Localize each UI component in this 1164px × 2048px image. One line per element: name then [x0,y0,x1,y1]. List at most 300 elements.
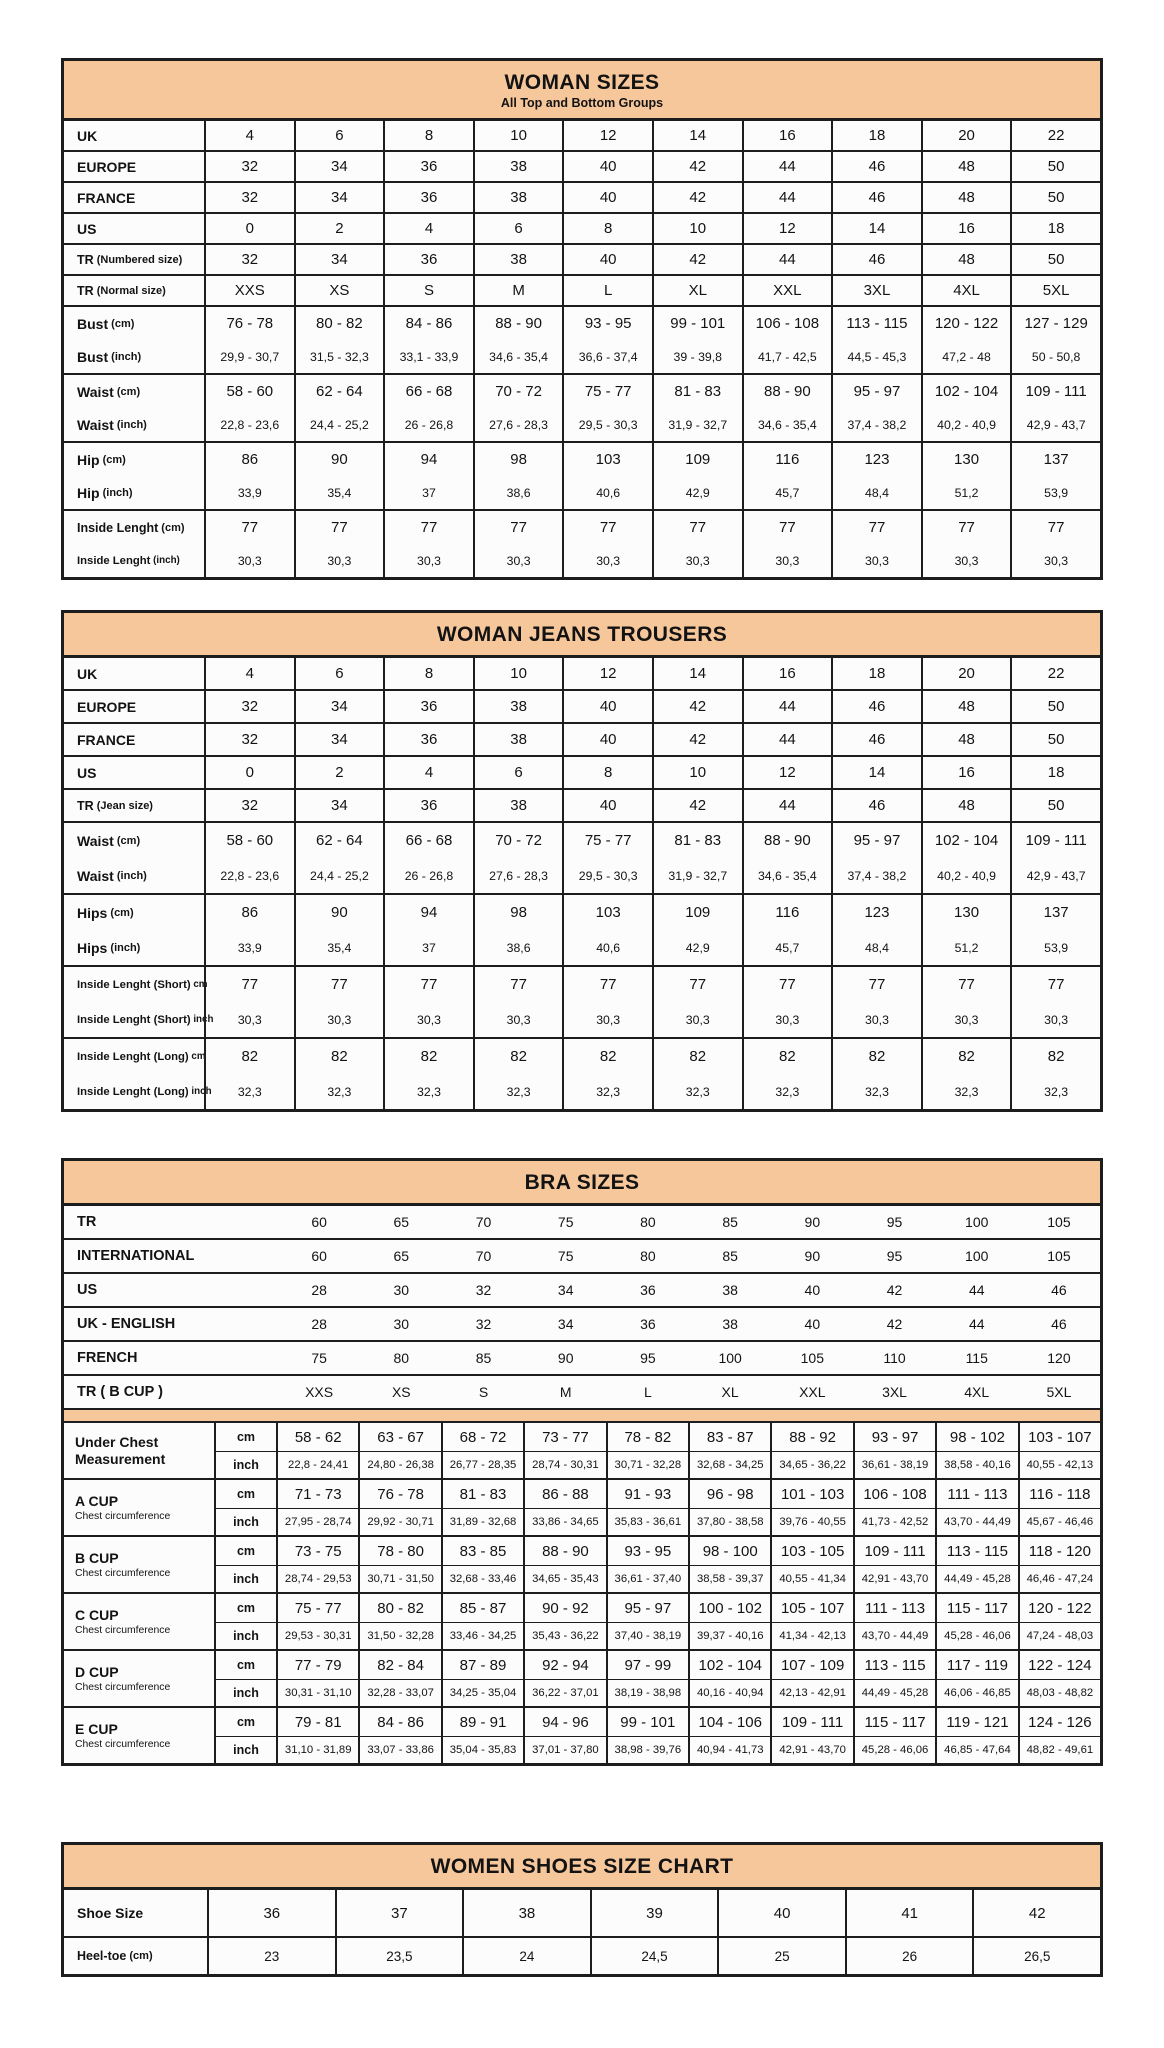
size-cell: 44 [742,724,832,755]
size-cell: 36 [207,1890,335,1936]
size-cell: 85 - 87 [441,1594,523,1622]
size-cell: 82 [383,1039,473,1074]
size-cell: 40,16 - 40,94 [688,1680,770,1706]
size-cell: 37,01 - 37,80 [523,1737,605,1763]
table-row [64,724,1100,755]
size-cell: 34 [557,1316,574,1332]
size-cell: 42,91 - 43,70 [770,1737,852,1763]
size-cell: 77 [562,967,652,1002]
size-cell: 36 [640,1282,656,1298]
cup-row-group [64,1480,1100,1537]
size-cell: XS [391,1384,411,1400]
size-cell: 32 [204,691,294,722]
table-title: WOMEN SHOES SIZE CHART [430,1855,734,1878]
row-label-note: (inch) [108,350,142,363]
table-row [64,658,1100,689]
size-cell: 30,3 [383,1002,473,1037]
size-cell: 37,4 - 38,2 [831,858,921,893]
row-label: Waist [77,383,114,400]
size-cell: 95 [640,1350,656,1366]
size-cell: 106 - 108 [742,307,832,340]
table-row [64,1376,1100,1410]
size-cell: 37,4 - 38,2 [831,408,921,441]
size-cell: 4XL [964,1384,990,1400]
size-cell: 48 [921,724,1011,755]
size-cell: 32,28 - 33,07 [358,1680,440,1706]
cup-measurement-rows [216,1651,1100,1706]
row-label-cell [64,307,204,340]
size-cell: 30,3 [831,544,921,577]
size-cell: 116 [742,443,832,476]
size-cell: 34,25 - 35,04 [441,1680,523,1706]
size-cell: 32,68 - 33,46 [441,1566,523,1592]
size-cell: 6 [473,757,563,788]
separator-bar [64,1410,1100,1423]
row-label-cell [64,276,204,305]
size-cell: 103 [562,443,652,476]
row-label: Bust [77,315,109,332]
size-cell: 44 [968,1316,985,1332]
table-row [216,1622,1100,1649]
size-cell: 42,9 [652,930,742,965]
size-cell: 34,6 - 35,4 [742,858,832,893]
table-title: WOMAN SIZES [504,71,660,94]
size-cell: 80 [640,1248,656,1264]
cup-row-group [64,1537,1100,1594]
size-cell: 48 [921,183,1011,212]
row-label-note: (cm) [113,834,141,847]
size-cell: 62 - 64 [294,375,384,408]
cup-label: E CUP [75,1721,118,1738]
size-cell: 36 [640,1316,656,1332]
size-cell: 75 [557,1248,574,1264]
size-cell: 39 [590,1890,718,1936]
size-cell: 29,92 - 30,71 [358,1509,440,1535]
size-cell: 44,5 - 45,3 [831,340,921,373]
size-cell: 42 [652,790,742,821]
size-cell: 34,6 - 35,4 [473,340,563,373]
size-cell: 95 - 97 [831,375,921,408]
size-cell: 34 [294,790,384,821]
size-cell: 77 [921,511,1011,544]
size-cell: 50 - 50,8 [1010,340,1100,373]
size-cell: 88 - 90 [523,1537,605,1565]
size-cell: 123 [831,895,921,930]
size-cell: 65 [393,1248,410,1264]
size-cell: 36 [383,724,473,755]
cup-row-group [64,1708,1100,1763]
size-cell: 40 [562,183,652,212]
size-cell: 16 [921,214,1011,243]
size-cell: 77 [294,511,384,544]
size-cell: 98 - 102 [935,1423,1017,1451]
size-cell: 100 - 102 [688,1594,770,1622]
size-cell: 70 [475,1214,492,1230]
size-cell: 41,7 - 42,5 [742,340,832,373]
size-cell: L [562,276,652,305]
size-cell: 37 [383,930,473,965]
size-cell: 34 [294,183,384,212]
size-cell: 95 - 97 [606,1594,688,1622]
size-cell: 18 [1010,757,1100,788]
size-cell: 48,4 [831,476,921,509]
size-cell: 24,80 - 26,38 [358,1452,440,1478]
size-cell: 85 [722,1214,738,1230]
unit-label: inch [216,1680,278,1706]
unit-label: cm [216,1423,278,1451]
row-label: FRANCE [77,731,136,748]
cup-label: Under Chest Measurement [75,1434,166,1467]
cup-label-cell [64,1423,216,1478]
size-cell: 12 [742,757,832,788]
size-cell: 104 - 106 [688,1708,770,1736]
size-cell: 66 - 68 [383,375,473,408]
size-cell: 5XL [1010,276,1100,305]
size-cell: 31,5 - 32,3 [294,340,384,373]
row-label: Hips [77,904,108,921]
size-cell: 35,4 [294,476,384,509]
size-cell: 42 [886,1282,903,1298]
size-cell: 32,3 [652,1074,742,1109]
size-cell: 110 [883,1350,906,1366]
size-cell: 85 [475,1350,492,1366]
size-cell: 12 [562,121,652,150]
cup-note: Chest circumference [75,1738,171,1750]
woman-sizes-table [61,58,1103,580]
row-label: Inside Lenght (Short) [77,1013,191,1026]
cup-label-cell [64,1537,216,1592]
size-cell: 106 - 108 [853,1480,935,1508]
size-cell: 124 - 126 [1018,1708,1100,1736]
size-cell: 75 [557,1214,574,1230]
table-row [216,1708,1100,1736]
row-label-cell [64,245,204,274]
size-cell: 42,13 - 42,91 [770,1680,852,1706]
table-row [64,691,1100,722]
size-cell: M [559,1384,572,1400]
row-group [64,823,1100,895]
row-label-cell [64,214,204,243]
table-row [64,340,1100,373]
size-cell: 62 - 64 [294,823,384,858]
size-cell: 109 - 111 [1010,823,1100,858]
table-row [64,214,1100,243]
size-cell: 31,89 - 32,68 [441,1509,523,1535]
size-cell: 28 [311,1282,327,1298]
size-cell: XL [652,276,742,305]
size-cell: 38 [473,790,563,821]
size-cell: 32,3 [473,1074,563,1109]
row-label: Waist [77,832,114,849]
size-cell: 137 [1010,443,1100,476]
size-cell: 30,3 [921,544,1011,577]
size-cell: 39,76 - 40,55 [770,1509,852,1535]
size-cell: 91 - 93 [606,1480,688,1508]
row-label-cell [64,895,204,930]
cup-label: B CUP [75,1550,119,1567]
size-cell: 34 [294,245,384,274]
cup-measurement-rows [216,1708,1100,1763]
size-cell: 95 [886,1248,903,1264]
size-cell: 26 - 26,8 [383,858,473,893]
size-cell: 30,3 [473,1002,563,1037]
size-cell: M [473,276,563,305]
size-cell: 42 [652,691,742,722]
cup-measurement-rows [216,1423,1100,1478]
bra-sizes-table [61,1158,1103,1766]
size-cell: 82 [742,1039,832,1074]
row-label-note: (inch) [113,418,147,431]
size-cell: 44,49 - 45,28 [853,1680,935,1706]
size-charts-page [0,58,1164,1977]
row-label-cell [64,121,204,150]
size-cell: 30 [393,1282,410,1298]
size-cell: 6 [473,214,563,243]
row-label-cell [64,724,204,755]
cup-note: Chest circumference [75,1681,171,1693]
size-cell: 88 - 92 [770,1423,852,1451]
size-cell: 6 [294,658,384,689]
size-cell: 30,3 [742,544,832,577]
cup-label-cell [64,1708,216,1763]
cup-label-cell [64,1651,216,1706]
size-cell: 113 - 115 [935,1537,1017,1565]
table-row [216,1594,1100,1622]
size-cell: 45,67 - 46,46 [1018,1509,1100,1535]
size-cell: 10 [652,757,742,788]
size-cell: 30,3 [294,1002,384,1037]
size-cell: 70 - 72 [473,823,563,858]
size-cell: 24,4 - 25,2 [294,408,384,441]
size-cell: 38 [722,1316,738,1332]
size-cell: 58 - 60 [204,375,294,408]
unit-label: cm [216,1651,278,1679]
row-label-note: (inch) [107,941,141,954]
size-cell: 32,3 [383,1074,473,1109]
size-cell: 77 [473,511,563,544]
size-cell: 105 [1047,1248,1071,1264]
size-cell: 80 - 82 [294,307,384,340]
size-cell: 109 [652,895,742,930]
row-group [64,183,1100,214]
row-label: Inside Lenght (Short) [77,978,191,991]
size-cell: 29,5 - 30,3 [562,858,652,893]
row-label-cell [64,1002,214,1037]
size-cell: 10 [473,121,563,150]
size-cell: 50 [1010,790,1100,821]
size-cell: 137 [1010,895,1100,930]
size-cell: 34,65 - 35,43 [523,1566,605,1592]
size-cell: 32,3 [1010,1074,1100,1109]
size-cell: 35,43 - 36,22 [523,1623,605,1649]
size-cell: 51,2 [921,476,1011,509]
row-label: FRANCE [77,189,136,206]
unit-label: cm [216,1594,278,1622]
row-label: Hip [77,484,100,501]
size-cell: S [383,276,473,305]
row-label-note: (inch) [150,555,180,566]
size-cell: 38 [473,245,563,274]
size-cell: 80 [640,1214,656,1230]
size-cell: 120 [1047,1350,1071,1366]
row-group [64,245,1100,276]
size-cell: 98 [473,895,563,930]
size-cell: 94 [383,443,473,476]
size-cell: 78 - 82 [606,1423,688,1451]
size-cell: 48,4 [831,930,921,965]
size-cell: 99 - 101 [652,307,742,340]
table-row [64,967,1100,1002]
row-label-cell [64,183,204,212]
size-cell: 30,3 [473,544,563,577]
table-row [216,1736,1100,1763]
size-cell: 118 - 120 [1018,1537,1100,1565]
row-group [64,691,1100,724]
size-cell: 28 [311,1316,327,1332]
size-cell: 32 [204,724,294,755]
table-row [64,1308,1100,1342]
size-cell: 36 [383,691,473,722]
size-cell: S [478,1384,489,1400]
size-cell: 75 - 77 [562,823,652,858]
table-row [64,1039,1100,1074]
row-group [64,790,1100,823]
size-cell: 34 [294,152,384,181]
table-row [64,1206,1100,1240]
size-cell: 36,22 - 37,01 [523,1680,605,1706]
size-cell: 40 [717,1890,845,1936]
table-row [64,476,1100,509]
size-cell: 44 [968,1282,985,1298]
woman-jeans-trousers-table [61,610,1103,1112]
size-cell: 95 - 97 [831,823,921,858]
size-cell: 48 [921,245,1011,274]
size-cell: 82 [921,1039,1011,1074]
row-label-note: inch [188,1086,212,1097]
size-cell: 44 [742,152,832,181]
size-cell: 30,3 [294,544,384,577]
table-row [64,1074,1100,1109]
size-cell: 18 [831,658,921,689]
size-cell: 22 [1010,658,1100,689]
size-cell: 26,5 [972,1938,1100,1974]
row-group [64,1890,1100,1938]
size-cell: 47,2 - 48 [921,340,1011,373]
size-cell: 113 - 115 [831,307,921,340]
size-cell: 103 [562,895,652,930]
size-cell: 123 [831,443,921,476]
size-cell: 77 [742,967,832,1002]
size-cell: 77 [921,967,1011,1002]
size-cell: 30,3 [562,544,652,577]
row-label-cell [64,967,208,1002]
row-label-cell [64,790,204,821]
size-cell: XXS [305,1384,334,1400]
unit-label: inch [216,1737,278,1763]
table-row [64,375,1100,408]
size-cell: 33,9 [204,476,294,509]
size-cell: 32 [475,1282,492,1298]
size-cell: 36 [383,152,473,181]
row-group [64,967,1100,1039]
size-cell: 73 - 75 [294,1542,342,1560]
size-cell: 24,5 [590,1938,718,1974]
size-cell: 42,9 - 43,7 [1010,858,1100,893]
size-cell: 51,2 [921,930,1011,965]
size-cell: 117 - 119 [935,1651,1017,1679]
size-cell: 38 [473,724,563,755]
table-row [216,1537,1100,1565]
row-label-cell [64,375,204,408]
size-cell: 97 - 99 [606,1651,688,1679]
size-cell: 109 - 111 [770,1708,852,1736]
size-cell: 81 - 83 [441,1480,523,1508]
size-cell: 40,94 - 41,73 [688,1737,770,1763]
table-row [64,307,1100,340]
size-cell: 4 [383,214,473,243]
row-label: TR [77,1214,97,1230]
size-cell: 38 [473,152,563,181]
size-cell: 75 - 77 [294,1599,342,1617]
size-cell: 70 - 72 [473,375,563,408]
size-cell: 77 [383,967,473,1002]
size-cell: 40,55 - 41,34 [770,1566,852,1592]
size-cell: 8 [383,658,473,689]
size-cell: 107 - 109 [770,1651,852,1679]
size-cell: 16 [742,121,832,150]
size-cell: 111 - 113 [853,1594,935,1622]
size-cell: 81 - 83 [652,823,742,858]
row-label-cell [64,691,204,722]
size-cell: 70 [475,1248,492,1264]
cup-row-group [64,1651,1100,1708]
size-cell: 4 [204,121,294,150]
row-group [64,895,1100,967]
table-row [216,1565,1100,1592]
size-cell: 28,74 - 29,53 [284,1573,352,1585]
size-cell: 100 [718,1350,742,1366]
size-cell: 94 [383,895,473,930]
row-group [64,511,1100,577]
size-cell: 40,2 - 40,9 [921,858,1011,893]
size-cell: 60 [311,1214,327,1230]
size-cell: 66 - 68 [383,823,473,858]
size-cell: 93 - 97 [853,1423,935,1451]
size-cell: 65 [393,1214,410,1230]
unit-label: inch [216,1452,278,1478]
size-cell: 10 [473,658,563,689]
size-cell: 86 [204,895,294,930]
row-label: Inside Lenght [77,554,151,567]
size-cell: 44,49 - 45,28 [935,1566,1017,1592]
table-row [64,1240,1100,1274]
size-cell: 30,3 [1010,1002,1100,1037]
row-label: Bust [77,348,109,365]
size-cell: 32,3 [831,1074,921,1109]
size-cell: 22,8 - 24,41 [288,1459,349,1471]
size-cell: 111 - 113 [935,1480,1017,1508]
size-cell: 20 [921,658,1011,689]
size-cell: 38 [473,691,563,722]
row-label-note: cm [190,979,208,990]
table-row [64,152,1100,181]
row-label-cell [64,340,204,373]
row-label: Hip [77,451,100,468]
size-cell: XXL [799,1384,826,1400]
size-cell: 36 [383,183,473,212]
size-cell: 27,6 - 28,3 [473,858,563,893]
row-label-cell [64,858,204,893]
